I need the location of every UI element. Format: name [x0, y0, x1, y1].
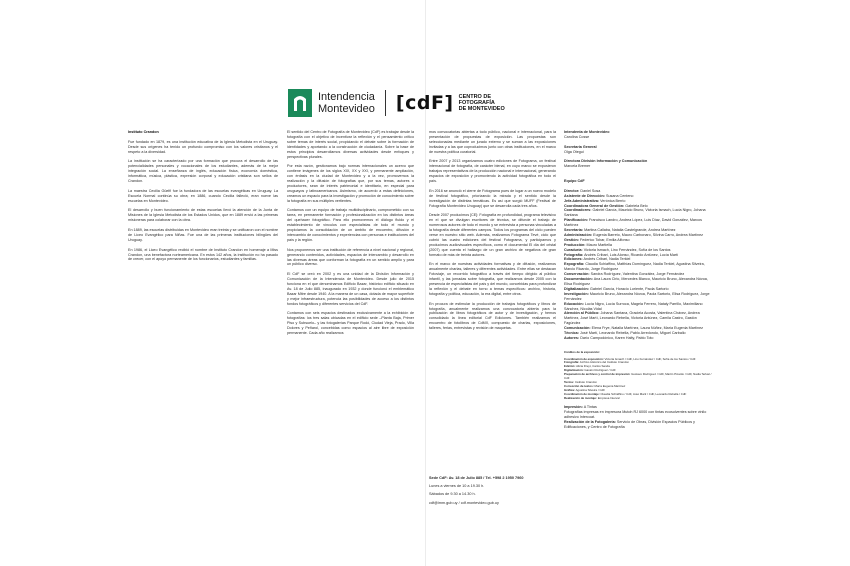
credit-row-role: Realización de montaje: — [564, 395, 597, 400]
crandon-heading: Instituto Crandon — [128, 130, 159, 134]
page-fold-line — [425, 0, 426, 566]
secretaria-name: Olga Otegui — [564, 149, 584, 154]
cdf-activities-paragraph: mos convocatorias abiertas a todo público, nacional e internacional, para la presentación de propuestas de exposición. Las propuestas son seleccionadas mediante un jurado externo y se suman a las exposiciones invitadas y a las que coproducimos junto con otras instituciones, en el marco de nuestra política curatorial. — [429, 130, 556, 154]
crandon-paragraph: La maestra Cecilia Güelfi fue la fundadora de las escuelas evangélicas en Uruguay. La Escuela Normal continúa su obra; en 1886, cuando Cecilia falleció, eran nueve las escuelas en Montevideo. — [128, 188, 278, 203]
print-label: Impresión: — [564, 405, 583, 410]
staff-row-role: Documentación: — [564, 277, 593, 282]
column-credits — [564, 130, 714, 430]
staff-row-role: Digitalización: — [564, 286, 589, 291]
staff-row-names: Gabriel García, Horacio Loriente, Paola Sartorio — [590, 286, 669, 291]
address-block — [429, 476, 569, 509]
cdf-logo-mark: [cdF] — [395, 92, 454, 114]
staff-row-role: Expografía: — [564, 262, 585, 267]
staff-row — [564, 277, 714, 287]
staff-row — [564, 311, 714, 326]
credit-row-names: María Eugenia Martínez — [594, 383, 626, 388]
equipo-title: Equipo CdF — [564, 179, 585, 183]
credit-row-role: Coordinación de montaje: — [564, 391, 600, 396]
staff-row-role: Secretaría: — [564, 228, 584, 233]
credit-row-names: Empresa Interval — [597, 395, 620, 400]
staff-row-role: Coordinadora General de Gestión: — [564, 203, 625, 208]
credits-list — [564, 358, 714, 401]
staff-row-role: Autores: — [564, 335, 580, 340]
cdf-paragraph: Contamos con un equipo de trabajo multidisciplinario, comprometido con su tarea, en permanente formación y profesionalización en los distintos áreas del quehacer fotográfico. Para ello promovemos el diálogo fluido y el establecimiento de vínculos con especialistas de todo el mundo y propiciamos la consolidación de un ámbito de encuentro, difusión e intercambio de conocimientos y experiencias con personas e instituciones del país y la región. — [287, 208, 414, 242]
cdf-activities-paragraph: Desde 2007 producimos [CE]: Fotografía en profundidad, programa televisivo en el que se divulgan escritores de técnica, se difunde el trabajo de numerosos autores de todo el mundo y se entrevista a personas vinculadas a la fotografía desde diferentes campos. Todos los programas del ciclo pueden verse en nuestro sitio web. Además, realizamos Fotograma Tevé, ciclo que cubrió las cuatro ediciones del festival Fotograma, y participamos y producimos audiovisuales específicos, como el documental El día del cristal (2007) que cuenta el hallazgo de un gran archivo de negativos de gran formato de más de treinta autores. — [429, 213, 556, 257]
staff-row-names: Ana Laura Cirio, Mercedes Blanco, Mauricio Bruno, Alexandra Nóvoa, Elisa Rodríguez — [564, 277, 708, 287]
logo-strip — [288, 88, 505, 118]
staff-row — [564, 302, 714, 312]
staff-row — [564, 218, 714, 228]
cdf-paragraph: Nos proponemos ser una institución de referencia a nivel nacional y regional, generando contenidos, actividades, espacios de intercambio y desarrollo en las diversas áreas que conforman la fotografía en un sentido amplio y para un público diverso. — [287, 247, 414, 267]
staff-row-role: Director: — [564, 188, 580, 193]
intendencia-logo — [288, 89, 375, 117]
credit-row-role: Digitalización: — [564, 368, 584, 373]
cdf-paragraph: Por esta razón, gestionamos bajo normas internacionales un acervo que contiene imágenes de los siglos XIX, XX y XXI, y permanente ampliación, con énfasis en la ciudad de Montevideo y a la vez, promovemos la realización y la difusión de fotografías que, por sus temas, autores o productores, sean de interés patrimonial e identitario, en especial para uruguayos y latinoamericanos. Asimismo, de acuerdo a estas definiciones, creamos un espacio para la investigación y promoción de conocimiento sobre la fotografía en sus múltiples vertientes. — [287, 164, 414, 203]
column-crandon — [128, 130, 278, 267]
staff-row-names: Darío Campodónico, Karen Halty, Pablo Toto — [580, 335, 654, 340]
staff-row-names: Victoria Ismach, Lino Fernández, Sofía de los Santos — [583, 247, 671, 252]
staff-row-names: Andrés Cribari, Nadia Terkiel — [583, 257, 631, 262]
staff-list — [564, 189, 714, 341]
staff-row-names: Elena Frye, Natalia Martínez, Laura Núñez, María Eugenia Martínez — [591, 326, 703, 331]
staff-row-names: Francisco Landro, Andrea López, Luis Díaz, David González, Marcos Martínez — [564, 218, 702, 228]
crandon-paragraph: La institución se ha caracterizado por una formación que procura el desarrollo de las potencialidades personales y vocacionales de los estudiantes, además de la mejor integración social. La enseñanza de inglés, educación física, economía doméstica, informática, música, plástica, expresión corporal y educación cristiana son sellos de Crandon. — [128, 159, 278, 184]
crandon-paragraph: Fue fundado en 1879, es una institución educativa de la Iglesia Metodista en el Uruguay. Desde sus orígenes ha tenido un profundo compromiso con los valores cristianos y el respeto a la diversidad. — [128, 139, 278, 154]
staff-row-role: Comunicación: — [564, 326, 591, 331]
cdf-activities-paragraph: En 2016 se anunció el cierre de Fotograma pues de lugar a un nuevo modelo de festival fotográfico, priorizando la mirada y el sentido desde la investigación de distintas temáticas. Es así que surgió MUFF (Festival de Fotografía Montevideo Uruguay) que se desarrolla cada tres años. — [429, 188, 556, 208]
credit-row-role: Coordinación de exposición: — [564, 356, 604, 361]
credit-row-role: Fotografía: — [564, 360, 580, 365]
cdf-paragraph: Contamos con seis espacios destinados exclusivamente a la exhibición de fotografías: los tres salas ubicadas en el edificio sede –Planta Baja, Primer Piso y Subsuelo– y las fotogalerías Parque Rodó, Ciudad Vieja, Prado, Villa Dolores y Peñarol, concebidas como espacios al aire libre de exposición permanente. Cada año realizamos — [287, 311, 414, 336]
staff-row-role: Ediciones: — [564, 257, 583, 262]
credit-row-role: Gráfica: — [564, 387, 575, 392]
print-description: Fotografías impresas en impresora Mutoh RJ 6000 con tintas ecosolventes sobre vinilo adhesivo Intercoat. — [564, 410, 707, 420]
staff-row-role: Gestión: — [564, 237, 579, 242]
print-footer — [564, 420, 714, 430]
staff-row-role: Jefa Administrativa: — [564, 198, 600, 203]
staff-row — [564, 262, 714, 272]
print-text: A Tintas — [583, 405, 597, 410]
cdf-logo-name: CENTRO DE FOTOGRAFÍA DE MONTEVIDEO — [458, 93, 505, 113]
cdf-paragraph: El sentido del Centro de Fotografía de Montevideo (CdF) es trabajar desde la fotografía con el objetivo de incentivar la reflexión y el pensamiento crítico sobre temas de interés social, propiciando el debate sobre la formación de identidades y aportando a la construcción de ciudadanía. Sobre la base de estos principios desarrollamos diversas actividades desde enfoques y perspectivas plurales. — [287, 130, 414, 159]
staff-row-role: Planificación: — [564, 218, 588, 223]
staff-row-names: Gabriel García, Mauricio Bruno, Victoria Ismach, Lucía Nigro, Johana Santana — [564, 208, 706, 218]
staff-row-names: Eugenia Barreto, Mauro Carbonaro, Silvina Carro, Andrea Martínez — [593, 232, 703, 237]
staff-row-names: Daniel Sosa — [580, 188, 601, 193]
staff-row-role: Curaduría: — [564, 247, 583, 252]
crandon-paragraph: En 1889, las escuelas distribuidas en Montevideo eran treinta y se unificaron con el nombre de Liceo Evangélico para Niñas. Fue una de las primeras instituciones bilingües del Uruguay. — [128, 228, 278, 242]
logo-separator — [385, 90, 386, 116]
cdf-activities-paragraph: Entre 2007 y 2013 organizamos cuatro ediciones de Fotograma, un festival internacional de fotografía, de carácter bienal, en cuyo marco se expusieron trabajos representativos de la producción nacional e internacional, generando espacios de exposición y promoviendo la actividad fotográfica en todo el país. — [429, 159, 556, 184]
cdf-paragraph: El CdF se creó en 2002 y es una unidad de la División Información y Comunicación de la Intendencia de Montevideo. Desde julio de 2015 funciona en el que denominamos Edificio Bazar, histórico edificio situado en Av. 18 de Julio 885, inaugurado en 1932 y donde funcionó el emblemático Bazar Mitre desde 1940. A la manera de un casa, dotada de mayor superficie y mejor infraestructura, potencia las posibilidades de acceso a los distintos fondos fotográficos y diferentes servicios del CdF. — [287, 272, 414, 306]
column-cdf-activities — [429, 130, 556, 336]
staff-row-role: Coordinadores: — [564, 208, 592, 213]
secretaria-title: Secretaria General — [564, 144, 597, 149]
credit-row-names: Instituto Crandon — [574, 380, 597, 385]
staff-row-role: Técnica: — [564, 331, 579, 336]
address-contact[interactable]: cdf@imm.gub.uy / cdf.montevideo.gub.uy — [429, 500, 499, 505]
credit-row-role: Textos: — [564, 380, 575, 385]
staff-row-role: Producción: — [564, 242, 586, 247]
staff-row-names: Claudia Schiaffino, Matthías Domínguez, Nadia Terkiel, Agustina Silveira, Marcio Ricardo, Jorge Rodríguez — [564, 262, 705, 272]
staff-row-names: Mauro Martiella — [586, 242, 612, 247]
staff-row-role: Administración: — [564, 232, 593, 237]
staff-row-names: Mauricio Bruno, Alexandra Nóvoa, Paola Sartorio, Elisa Rodríguez, Jorge Fernández — [564, 291, 710, 301]
staff-row-names: Martina Callaba, Natalia Castelgrande, Andrea Martínez — [584, 228, 676, 233]
director-name: Marcela Bremer — [564, 164, 591, 169]
staff-row-role: Conservación: — [564, 272, 590, 277]
cdf-activities-paragraph: En el marco de nuestras actividades formativas y de difusión, realizamos anualmente charlas, talleres y diferentes actividades. Entre ellas se destacan Fotoviaje, un recorrido fotográfico a través del tiempo dirigido al público infantil, y las jornadas sobre fotografía, que realizamos desde 2005 con la presencia de especialistas del país y del mundo, concebidas para profundizar la reflexión y el debate en torno a temas específicos: archivo, historia, fotografía y política, educación, la era digital, entre otros. — [429, 262, 556, 296]
credit-row-names: Gustavo Rodríguez / CdF, Martín Picardo / CdF, Nadia Terkiel / CdF — [564, 372, 712, 381]
exhibition-credits — [564, 351, 714, 401]
crandon-paragraph: El desarrollo y buen funcionamiento de estas escuelas llevó la atención de la Junta de Misiones de la Iglesia Metodista de los Estados Unidos, que en 1889 envió a las primeras misioneras para colaborar con la obra. — [128, 208, 278, 223]
credit-row-role: Preparación de archivos y control de impresión: — [564, 372, 631, 377]
staff-row — [564, 208, 714, 218]
address-line: Sede CdF: Av. 18 de Julio 885 / Tel. +598 2 1950 7960 — [429, 476, 524, 480]
staff-row-names: Federico Tobar, Emilia Alfonso — [580, 237, 630, 242]
cdf-activities-paragraph: En procura de estimular la producción de trabajos fotográficos y libros de fotografía, anualmente realizamos una convocatoria abierta para la publicación de libros fotográficos de autor y de investigación, y hemos consolidado la línea editorial CdF Ediciones. También realizamos el encuentro de fotolibros de CdMX, compuesto de charlas, exposiciones, talleres, ferias, entrevistas y revisión de maquetas. — [429, 301, 556, 331]
credits-title: Créditos de la exposición: — [564, 349, 600, 354]
staff-row-role: Educación: — [564, 301, 584, 306]
staff-row-role: Fotografía: — [564, 252, 584, 257]
credit-row-names: Agustina Silveira / CdF — [575, 387, 605, 392]
print-footer-label: Realización de la Fotogalería: — [564, 420, 616, 425]
staff-row-names: Andrés Cribari, Luis Alonso, Ricardo Antúnez, Lucía Martí — [584, 252, 679, 257]
staff-row — [564, 292, 714, 302]
print-footer-text: Servicio de Obras, División Espacios Públicos y Edificaciones, y Centro de Fotografía — [564, 420, 695, 430]
staff-row-names: José Martí, Leonardo Rebella, Pablo Arredondo, Miguel Carballo — [580, 331, 686, 336]
staff-row-names: Lucía Nigro, Lucía Surroca, Magela Ferrero, Nataly Parrillo, Maximiliano Sánchez, Nicolás Vidal — [564, 301, 703, 311]
credit-row-names: Alicia Dreyt, Carlos Sanda — [576, 364, 610, 369]
staff-row-names: Verónica Berrio — [600, 198, 626, 203]
staff-row-names: Gabriela Belo — [625, 203, 648, 208]
credit-row-names: Claudia Schiaffino / CdF, José Martí / CdF, Leonardo Rebella / CdF — [600, 391, 687, 396]
staff-row-names: Johana Santana, Graciela Acosta, Valentina Chávez, Andrea Martínez, José Martí, Leonardo Rebella, Victoria Antúnez, Camila Castro, Gastón Fagúndez — [564, 311, 700, 326]
address-hours: Sábados de 9.30 a 14.30 h. — [429, 492, 476, 497]
director-title: Directora División Información y Comunicación — [564, 159, 648, 164]
credit-row-role: Corrección de textos: — [564, 383, 594, 388]
staff-row-role: Investigación: — [564, 291, 589, 296]
credit-row-names: Archivo Histórico del Instituto Crandon — [579, 360, 629, 365]
staff-row-role: Atención al Público: — [564, 311, 600, 316]
address-hours: Lunes a viernes de 10 a 19.30 h. — [429, 484, 485, 489]
credit-row-names: Gastón Rodríguez / CdF — [584, 368, 616, 373]
staff-row-role: Asistente de Dirección: — [564, 193, 605, 198]
staff-row-names: Sandra Rodríguez, Valentina González, Jorge Fernández — [590, 272, 685, 277]
credit-row-names: Victoria Ismach / CdF, Lino Fernández / CdF, Sofía de los Santos / CdF — [604, 356, 696, 361]
intendencia-emblem-icon — [288, 89, 312, 117]
staff-row-names: Susana Centeno — [606, 193, 634, 198]
intendente-title: Intendenta de Montevideo — [564, 130, 610, 134]
intendente-name: Carolina Cosse — [564, 134, 590, 139]
crandon-paragraph: En 1986, el Liceo Evangélico recibió el nombre de Instituto Crandon en homenaje a Miss Crandon, una benefactora norteamericana. En estos 142 años, la institución no ha pasado de crecer, con el apoyo permanente de los funcionarios, estudiantes y familias. — [128, 247, 278, 262]
credit-row-role: Edición: — [564, 364, 576, 369]
column-cdf-about — [287, 130, 414, 341]
intendencia-wordmark: Intendencia Montevideo — [318, 91, 375, 115]
